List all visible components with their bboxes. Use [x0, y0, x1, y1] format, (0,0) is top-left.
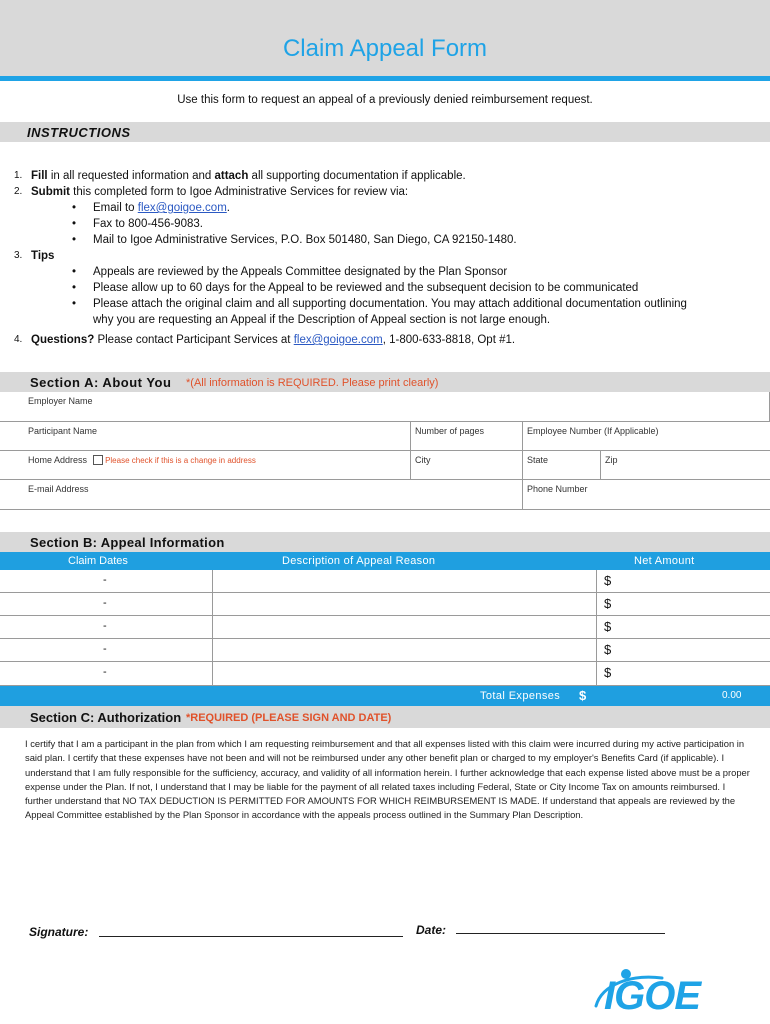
- section-c-required: *REQUIRED (PLEASE SIGN AND DATE): [186, 712, 392, 724]
- tip-text: Appeals are reviewed by the Appeals Committee designated by the Plan Sponsor: [93, 266, 508, 278]
- tip-text: Please allow up to 60 days for the Appeal to be reviewed and the subsequent decision to be communicated: [93, 282, 639, 294]
- instructions-list: [14, 168, 754, 348]
- fill-keyword: Fill: [31, 170, 48, 182]
- currency-symbol: $: [604, 665, 612, 680]
- attach-keyword: attach: [214, 170, 249, 182]
- step-number: 2.: [14, 186, 23, 197]
- step1-text: in all requested information and: [47, 170, 215, 182]
- section-a-title: Section A: About You: [30, 375, 172, 390]
- section-b-bar: [0, 532, 770, 552]
- bullet-icon: •: [72, 282, 77, 294]
- description-cell[interactable]: [212, 616, 597, 639]
- description-cell[interactable]: [212, 639, 597, 662]
- field-label: City: [415, 455, 431, 465]
- participant-name-field[interactable]: [0, 422, 410, 451]
- instructions-heading: INSTRUCTIONS: [27, 125, 131, 140]
- bullet-icon: •: [72, 298, 77, 310]
- step-number: 1.: [14, 170, 23, 181]
- field-label: Phone Number: [527, 484, 588, 494]
- state-field[interactable]: [522, 451, 600, 480]
- header-rule: [0, 76, 770, 81]
- date-separator: -: [103, 643, 107, 655]
- section-a-bar: [0, 372, 770, 392]
- col-claim-dates: Claim Dates: [68, 555, 128, 567]
- questions-email-link[interactable]: flex@goigoe.com: [293, 334, 383, 346]
- field-label: Zip: [605, 455, 618, 465]
- step-number: 3.: [14, 250, 23, 261]
- total-currency: $: [579, 688, 587, 703]
- submit-keyword: Submit: [31, 186, 70, 198]
- table-row[interactable]: [0, 570, 770, 593]
- bullet-tip-3: [72, 296, 754, 328]
- questions-phone: , 1-800-633-8818, Opt #1.: [382, 334, 516, 346]
- total-value: 0.00: [722, 690, 742, 701]
- home-address-field[interactable]: [0, 451, 410, 480]
- total-expenses-bar: [0, 686, 770, 706]
- fax-text: Fax to 800-456-9083.: [93, 218, 203, 230]
- field-label: Employee Number (If Applicable): [527, 426, 659, 436]
- bullet-tip-1: [72, 264, 754, 280]
- signature-line[interactable]: [99, 936, 403, 937]
- currency-symbol: $: [604, 619, 612, 634]
- field-label: Home Address: [28, 455, 88, 465]
- description-cell[interactable]: [212, 570, 597, 593]
- date-separator: -: [103, 597, 107, 609]
- bullet-tip-2: [72, 280, 754, 296]
- tip-text-cont: why you are requesting an Appeal if the Description of Appeal section is not large enough.: [93, 314, 551, 326]
- section-c-bar: [0, 706, 770, 728]
- field-label: Participant Name: [28, 426, 98, 436]
- bullet-icon: •: [72, 266, 77, 278]
- signature-label: Signature:: [29, 925, 89, 939]
- instruction-step-1: [14, 168, 754, 184]
- intro-text: Use this form to request an appeal of a previously denied reimbursement request.: [177, 94, 593, 106]
- currency-symbol: $: [604, 596, 612, 611]
- date-line[interactable]: [456, 933, 665, 934]
- description-cell[interactable]: [212, 662, 597, 686]
- date-label: Date:: [416, 923, 447, 937]
- table-row[interactable]: [0, 616, 770, 639]
- field-label: Employer Name: [28, 396, 93, 406]
- zip-field[interactable]: [600, 451, 770, 480]
- section-b-title: Section B: Appeal Information: [30, 535, 225, 550]
- email-label: Email to: [93, 202, 138, 214]
- bullet-icon: •: [72, 234, 77, 246]
- email-link[interactable]: flex@goigoe.com: [137, 202, 227, 214]
- employee-number-field[interactable]: [522, 422, 770, 451]
- tip-text: Please attach the original claim and all supporting documentation. You may attach additional documentation outlining: [93, 298, 687, 310]
- bullet-email: [72, 200, 754, 216]
- city-field[interactable]: [410, 451, 522, 480]
- instruction-step-4: [14, 332, 754, 348]
- date-separator: -: [103, 620, 107, 632]
- field-label: State: [527, 455, 549, 465]
- step1-text-end: all supporting documentation if applicable.: [248, 170, 466, 182]
- page-title: Claim Appeal Form: [282, 35, 488, 62]
- phone-number-field[interactable]: [522, 480, 770, 510]
- bullet-icon: •: [72, 218, 77, 230]
- address-change-note: Please check if this is a change in address: [105, 456, 256, 465]
- date-separator: -: [103, 574, 107, 586]
- description-cell[interactable]: [212, 593, 597, 616]
- currency-symbol: $: [604, 573, 612, 588]
- appeal-table-header: [0, 552, 770, 570]
- instructions-bar: [0, 122, 770, 142]
- email-period: .: [226, 202, 230, 214]
- employer-name-field[interactable]: [0, 392, 770, 422]
- table-row[interactable]: [0, 662, 770, 686]
- bullet-icon: •: [72, 202, 77, 214]
- igoe-logo: [592, 966, 752, 1022]
- number-of-pages-field[interactable]: [410, 422, 522, 451]
- questions-text: Please contact Participant Services at: [94, 334, 294, 346]
- mail-text: Mail to Igoe Administrative Services, P.O. Box 501480, San Diego, CA 92150-1480.: [93, 234, 517, 246]
- currency-symbol: $: [604, 642, 612, 657]
- total-label: Total Expenses: [480, 690, 561, 702]
- questions-label: Questions?: [31, 334, 95, 346]
- table-row[interactable]: [0, 593, 770, 616]
- logo-wordmark: IGOE: [604, 974, 701, 1018]
- instruction-step-2: [14, 184, 754, 200]
- tips-label: Tips: [31, 250, 55, 262]
- email-address-field[interactable]: [0, 480, 522, 510]
- table-row[interactable]: [0, 639, 770, 662]
- address-change-checkbox[interactable]: [93, 455, 103, 465]
- field-label: Number of pages: [415, 426, 485, 436]
- instruction-step-3: [14, 248, 754, 264]
- step-number: 4.: [14, 334, 23, 345]
- col-description: Description of Appeal Reason: [282, 555, 436, 567]
- section-c-title: Section C: Authorization: [30, 710, 182, 725]
- field-label: E-mail Address: [28, 484, 89, 494]
- step2-text: this completed form to Igoe Administrative Services for review via:: [69, 186, 409, 198]
- bullet-mail: [72, 232, 754, 248]
- date-separator: -: [103, 666, 107, 678]
- section-a-required: *(All information is REQUIRED. Please print clearly): [186, 377, 439, 389]
- certification-text: I certify that I am a participant in the plan from which I am requesting reimbursement and that all expenses listed with this claim were incurred during my active participation in said plan. I certify that these expenses have not been and will not be reimbursed under any other benefit plan or charged to my employer's Benefits Card (if applicable). I understand that I am fully responsible for the sufficiency, accuracy, and validity of all information herein. I further acknowledge that each expense listed above must be a proper expense under the Plan. If not, I understand that I may be liable for the payment of all related taxes including Federal, State or City Income Tax on amounts reimbursed. I further understand that NO TAX DEDUCTION IS PERMITTED FOR AMOUNTS FOR WHICH REIMBURSEMENT IS MADE. If understand that appeals are reviewed by the Appeal Committee established by the Plan Sponsor in accordance with the appeals process outlined in the Summary Plan Description.: [25, 738, 750, 821]
- bullet-fax: [72, 216, 754, 232]
- col-net-amount: Net Amount: [634, 555, 695, 567]
